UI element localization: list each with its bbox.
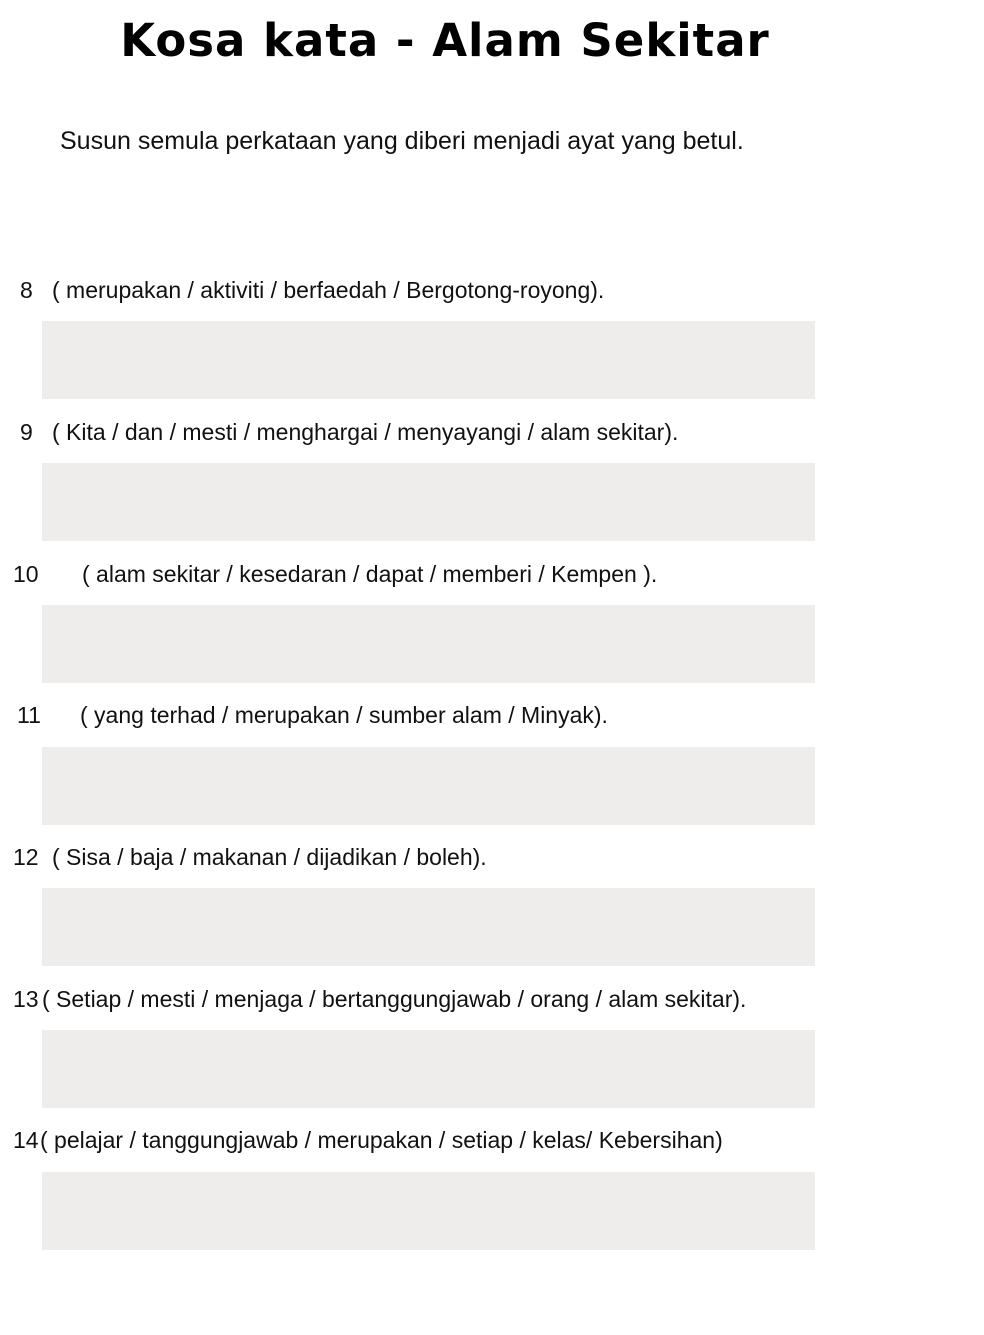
question-number: 8 <box>20 277 33 303</box>
question-number: 12 <box>13 844 39 870</box>
question-prompt: ( pelajar / tanggungjawab / merupakan / setiap / kelas/ Kebersihan) <box>40 1127 723 1153</box>
answer-field-11[interactable] <box>42 747 815 825</box>
question-13 <box>0 979 984 1019</box>
question-12 <box>0 837 984 877</box>
question-8 <box>0 270 984 310</box>
question-number: 11 <box>17 702 41 728</box>
answer-field-9[interactable] <box>42 463 815 541</box>
question-prompt: ( merupakan / aktiviti / berfaedah / Bergotong-royong). <box>52 277 605 303</box>
answer-field-13[interactable] <box>42 1030 815 1108</box>
question-number: 10 <box>13 561 39 587</box>
answer-field-8[interactable] <box>42 321 815 399</box>
answer-field-12[interactable] <box>42 888 815 966</box>
question-prompt: ( yang terhad / merupakan / sumber alam / Minyak). <box>80 702 608 728</box>
instruction-text: Susun semula perkataan yang diberi menjadi ayat yang betul. <box>60 127 744 155</box>
question-number: 9 <box>20 419 33 445</box>
question-11 <box>0 695 984 735</box>
question-10 <box>0 554 984 594</box>
question-prompt: ( alam sekitar / kesedaran / dapat / memberi / Kempen ). <box>82 561 658 587</box>
question-number: 13 <box>13 986 39 1012</box>
answer-field-10[interactable] <box>42 605 815 683</box>
question-prompt: ( Kita / dan / mesti / menghargai / menyayangi / alam sekitar). <box>52 419 679 445</box>
page-title: Kosa kata - Alam Sekitar <box>120 14 770 67</box>
answer-field-14[interactable] <box>42 1172 815 1250</box>
question-14 <box>0 1120 984 1160</box>
question-prompt: ( Setiap / mesti / menjaga / bertanggungjawab / orang / alam sekitar). <box>42 986 747 1012</box>
question-9 <box>0 412 984 452</box>
question-prompt: ( Sisa / baja / makanan / dijadikan / boleh). <box>52 844 487 870</box>
question-number: 14 <box>13 1127 39 1153</box>
